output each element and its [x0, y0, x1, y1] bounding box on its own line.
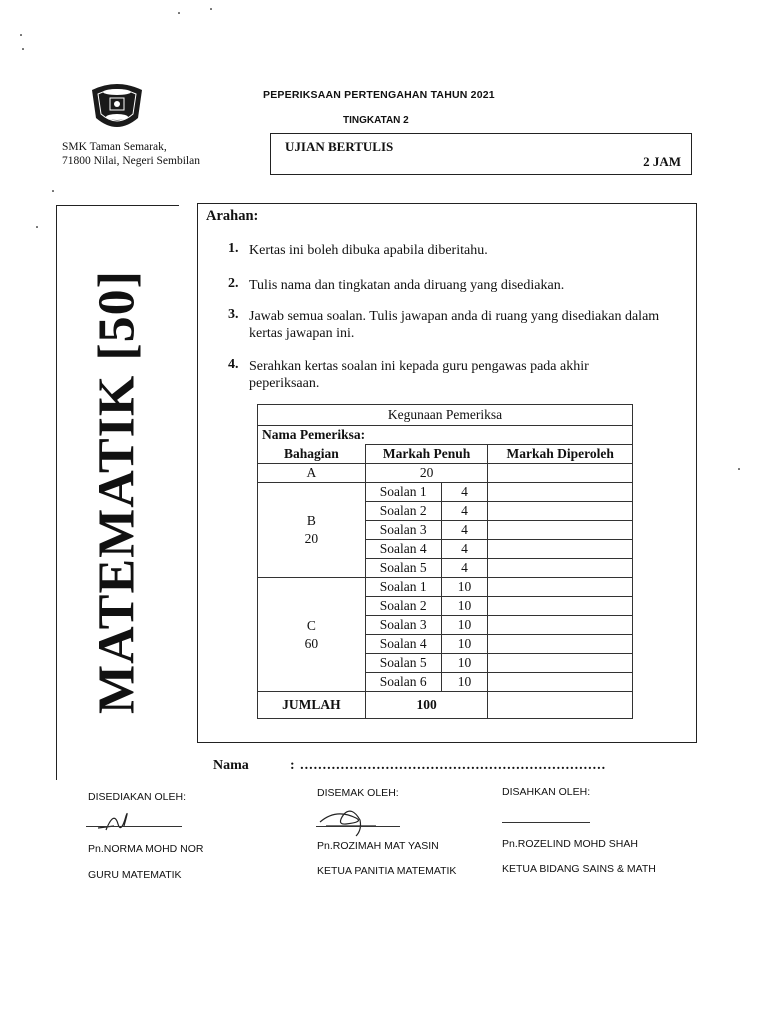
approved-by-heading: DISAHKAN OLEH:: [502, 786, 591, 798]
question-marks-obtained[interactable]: [488, 616, 633, 635]
header-markah-diperoleh: Markah Diperoleh: [488, 445, 633, 464]
section-a-marks-obtained[interactable]: [488, 464, 633, 483]
signature-scribble-icon: [96, 806, 166, 836]
instruction-text: Jawab semua soalan. Tulis jawapan anda di ruang yang disediakan dalam kertas jawapan ini.: [249, 309, 660, 341]
scan-speck: [738, 468, 740, 470]
question-full-marks: 4: [441, 540, 488, 559]
signature-line: [86, 826, 182, 827]
question-label: Soalan 1: [365, 483, 441, 502]
section-a-full-marks: 20: [365, 464, 488, 483]
approved-by-name: Pn.ROZELIND MOHD SHAH: [502, 838, 638, 850]
instruction-text: Serahkan kertas soalan ini kepada guru pengawas pada akhir peperiksaan.: [249, 359, 589, 391]
instruction-text: Tulis nama dan tingkatan anda diruang yang disediakan.: [249, 278, 565, 293]
question-marks-obtained[interactable]: [488, 559, 633, 578]
question-label: Soalan 5: [365, 654, 441, 673]
checked-by-name: Pn.ROZIMAH MAT YASIN: [317, 840, 439, 852]
question-label: Soalan 2: [365, 597, 441, 616]
instruction-number: 1.: [228, 241, 239, 256]
question-label: Soalan 1: [365, 578, 441, 597]
header-bahagian: Bahagian: [258, 445, 366, 464]
question-marks-obtained[interactable]: [488, 578, 633, 597]
checked-by-heading: DISEMAK OLEH:: [317, 787, 399, 799]
question-full-marks: 10: [441, 673, 488, 692]
question-marks-obtained[interactable]: [488, 521, 633, 540]
section-c-name: C: [306, 617, 316, 633]
question-full-marks: 4: [441, 559, 488, 578]
scan-speck: [36, 226, 38, 228]
question-marks-obtained[interactable]: [488, 540, 633, 559]
scan-speck: [210, 8, 212, 10]
school-name: SMK Taman Semarak,: [62, 141, 167, 153]
school-address: 71800 Nilai, Negeri Sembilan: [62, 155, 200, 167]
question-label: Soalan 5: [365, 559, 441, 578]
signature-line: [502, 822, 590, 823]
section-b-total: 20: [304, 531, 319, 546]
exam-title: PEPERIKSAAN PERTENGAHAN TAHUN 2021: [263, 89, 495, 101]
section-c-total: 60: [304, 635, 319, 651]
question-full-marks: 10: [441, 635, 488, 654]
instruction-number: 3.: [228, 307, 239, 322]
scan-speck: [52, 190, 54, 192]
question-full-marks: 10: [441, 616, 488, 635]
paper-info-box: [270, 133, 692, 175]
question-full-marks: 10: [441, 654, 488, 673]
header-markah-penuh: Markah Penuh: [365, 445, 488, 464]
question-label: Soalan 4: [365, 635, 441, 654]
scan-speck: [22, 48, 24, 50]
form-level: TINGKATAN 2: [343, 115, 409, 126]
scan-speck: [20, 34, 22, 36]
section-c-label: [258, 578, 366, 692]
question-full-marks: 10: [441, 597, 488, 616]
question-marks-obtained[interactable]: [488, 635, 633, 654]
paper-duration: 2 JAM: [643, 154, 681, 169]
checked-by-role: KETUA PANITIA MATEMATIK: [317, 865, 457, 877]
table-title: Kegunaan Pemeriksa: [258, 405, 633, 426]
prepared-by-role: GURU MATEMATIK: [88, 869, 182, 881]
question-marks-obtained[interactable]: [488, 654, 633, 673]
instruction-number: 4.: [228, 357, 239, 372]
question-label: Soalan 4: [365, 540, 441, 559]
question-label: Soalan 2: [365, 502, 441, 521]
question-label: Soalan 3: [365, 521, 441, 540]
section-a-label: A: [258, 464, 366, 483]
question-full-marks: 10: [441, 578, 488, 597]
section-b-label: [258, 483, 366, 578]
examiner-name-label: Nama Pemeriksa:: [258, 426, 633, 445]
subject-title: MATEMATIK [50]: [88, 270, 146, 714]
total-full-marks: 100: [365, 692, 488, 719]
question-marks-obtained[interactable]: [488, 483, 633, 502]
question-full-marks: 4: [441, 483, 488, 502]
question-label: Soalan 6: [365, 673, 441, 692]
instructions-panel: [197, 203, 697, 743]
total-label: JUMLAH: [258, 692, 366, 719]
signature-line: [316, 826, 400, 827]
instructions-heading: Arahan:: [206, 208, 259, 224]
approved-by-role: KETUA BIDANG SAINS & MATH: [502, 863, 656, 875]
total-marks-obtained[interactable]: [488, 692, 633, 719]
signature-scribble-icon: [316, 800, 396, 840]
question-marks-obtained[interactable]: [488, 597, 633, 616]
prepared-by-heading: DISEDIAKAN OLEH:: [88, 791, 187, 803]
question-label: Soalan 3: [365, 616, 441, 635]
prepared-by-name: Pn.NORMA MOHD NOR: [88, 843, 204, 855]
examiner-marks-table: [257, 404, 633, 719]
question-full-marks: 4: [441, 521, 488, 540]
instruction-number: 2.: [228, 276, 239, 291]
question-full-marks: 4: [441, 502, 488, 521]
paper-name: UJIAN BERTULIS: [285, 139, 394, 154]
school-crest-logo: [86, 80, 148, 136]
question-marks-obtained[interactable]: [488, 502, 633, 521]
question-marks-obtained[interactable]: [488, 673, 633, 692]
student-name-label: Nama: [213, 758, 249, 773]
instruction-text: Kertas ini boleh dibuka apabila diberitahu.: [249, 243, 488, 258]
student-name-field[interactable]: : ....................................................................: [290, 758, 607, 773]
scan-speck: [178, 12, 180, 14]
section-b-name: B: [306, 513, 316, 528]
